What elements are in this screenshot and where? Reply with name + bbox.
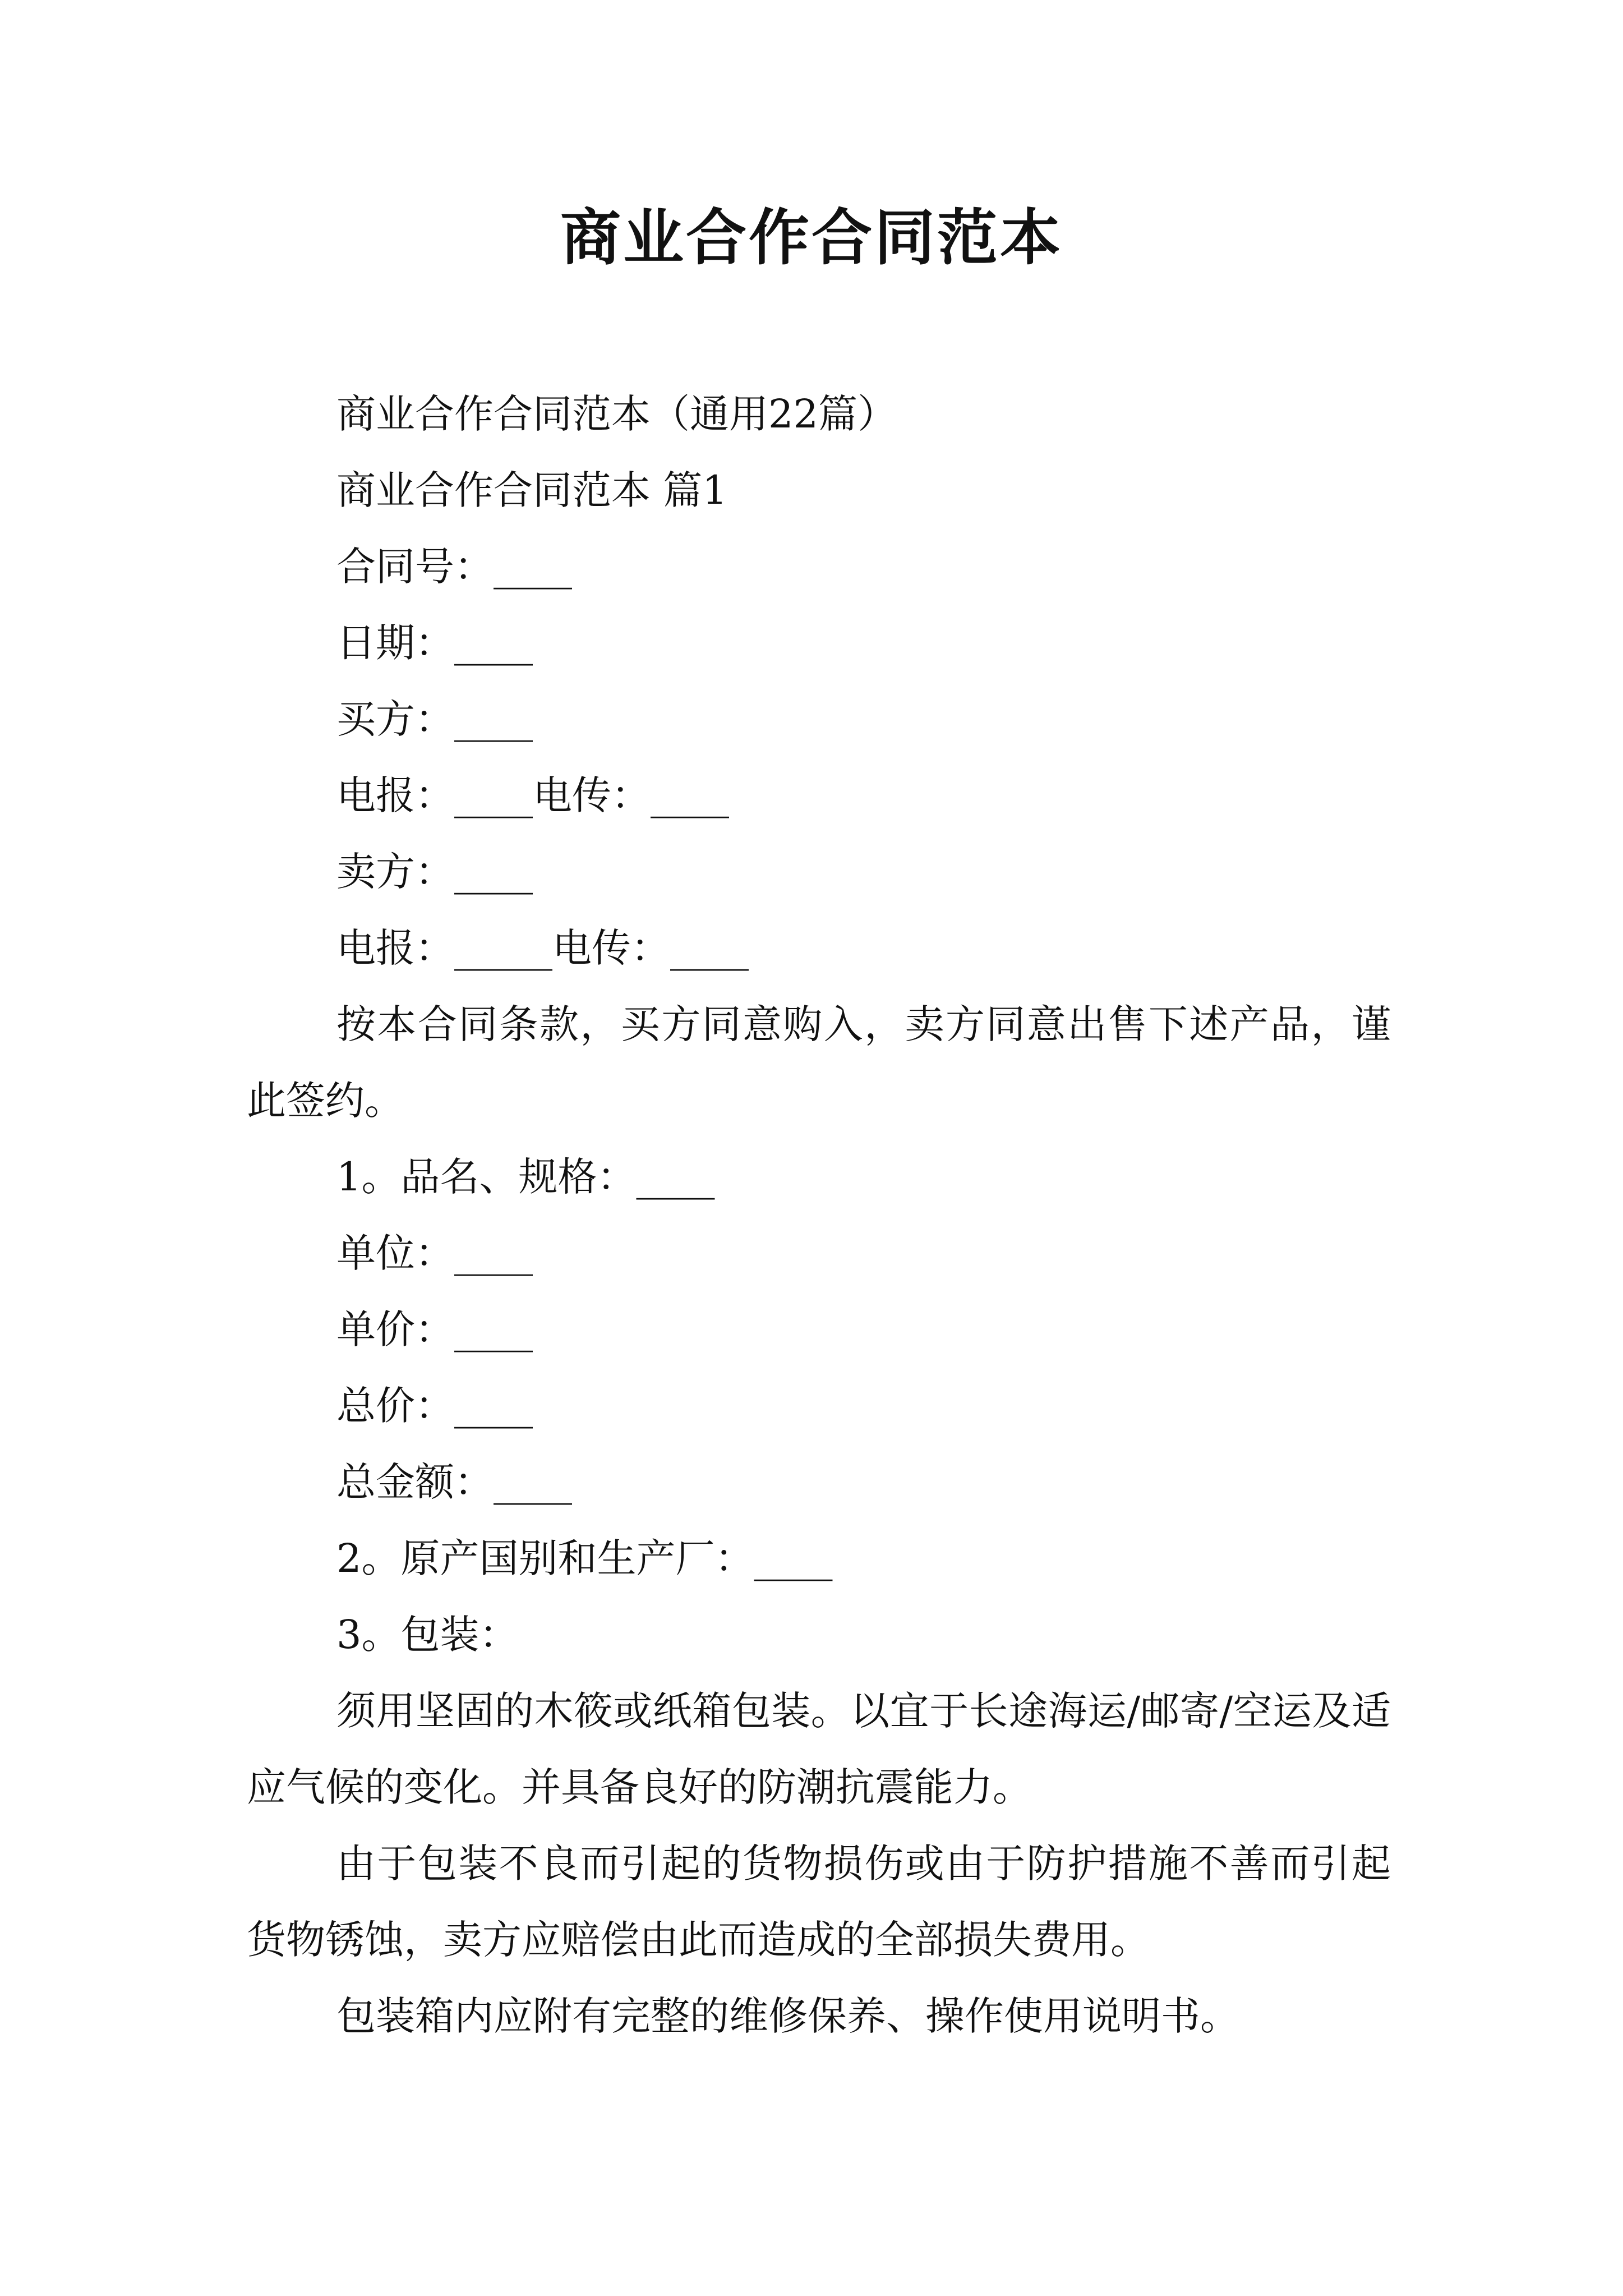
paragraph: 商业合作合同范本（通用22篇） <box>336 391 897 437</box>
paragraph: 商业合作合同范本 篇1 <box>336 467 727 513</box>
paragraph: 单位：____ <box>336 1230 533 1276</box>
paragraph: 电报：_____电传：____ <box>336 925 749 971</box>
paragraph: 总价：____ <box>336 1383 533 1429</box>
document-title: 商业合作合同范本 <box>560 203 1063 273</box>
paragraph: 由于包装不良而引起的货物损伤或由于防护措施不善而引起货物锈蚀，卖方应赔偿由此而造成的全部损失费用。 <box>247 1841 1391 1963</box>
paragraph: 包装箱内应附有完整的维修保养、操作使用说明书。 <box>336 1993 1239 2039</box>
paragraph: 日期：____ <box>336 620 533 666</box>
paragraph: 总金额：____ <box>336 1459 572 1505</box>
paragraph: 须用坚固的木筱或纸箱包装。以宜于长途海运/邮寄/空运及适应气候的变化。并具备良好的防潮抗震能力。 <box>247 1688 1391 1810</box>
document-body <box>247 376 1391 2054</box>
paragraph: 1。品名、规格：____ <box>336 1154 715 1200</box>
paragraph: 按本合同条款，买方同意购入，卖方同意出售下述产品，谨此签约。 <box>247 1001 1391 1124</box>
paragraph: 2。原产国别和生产厂：____ <box>336 1535 833 1581</box>
paragraph: 电报：____电传：____ <box>336 772 729 818</box>
paragraph: 卖方：____ <box>336 849 533 895</box>
paragraph: 3。包装： <box>336 1612 519 1658</box>
paragraph: 合同号：____ <box>336 544 572 590</box>
paragraph: 买方：____ <box>336 696 533 742</box>
paragraph: 单价：____ <box>336 1306 533 1352</box>
